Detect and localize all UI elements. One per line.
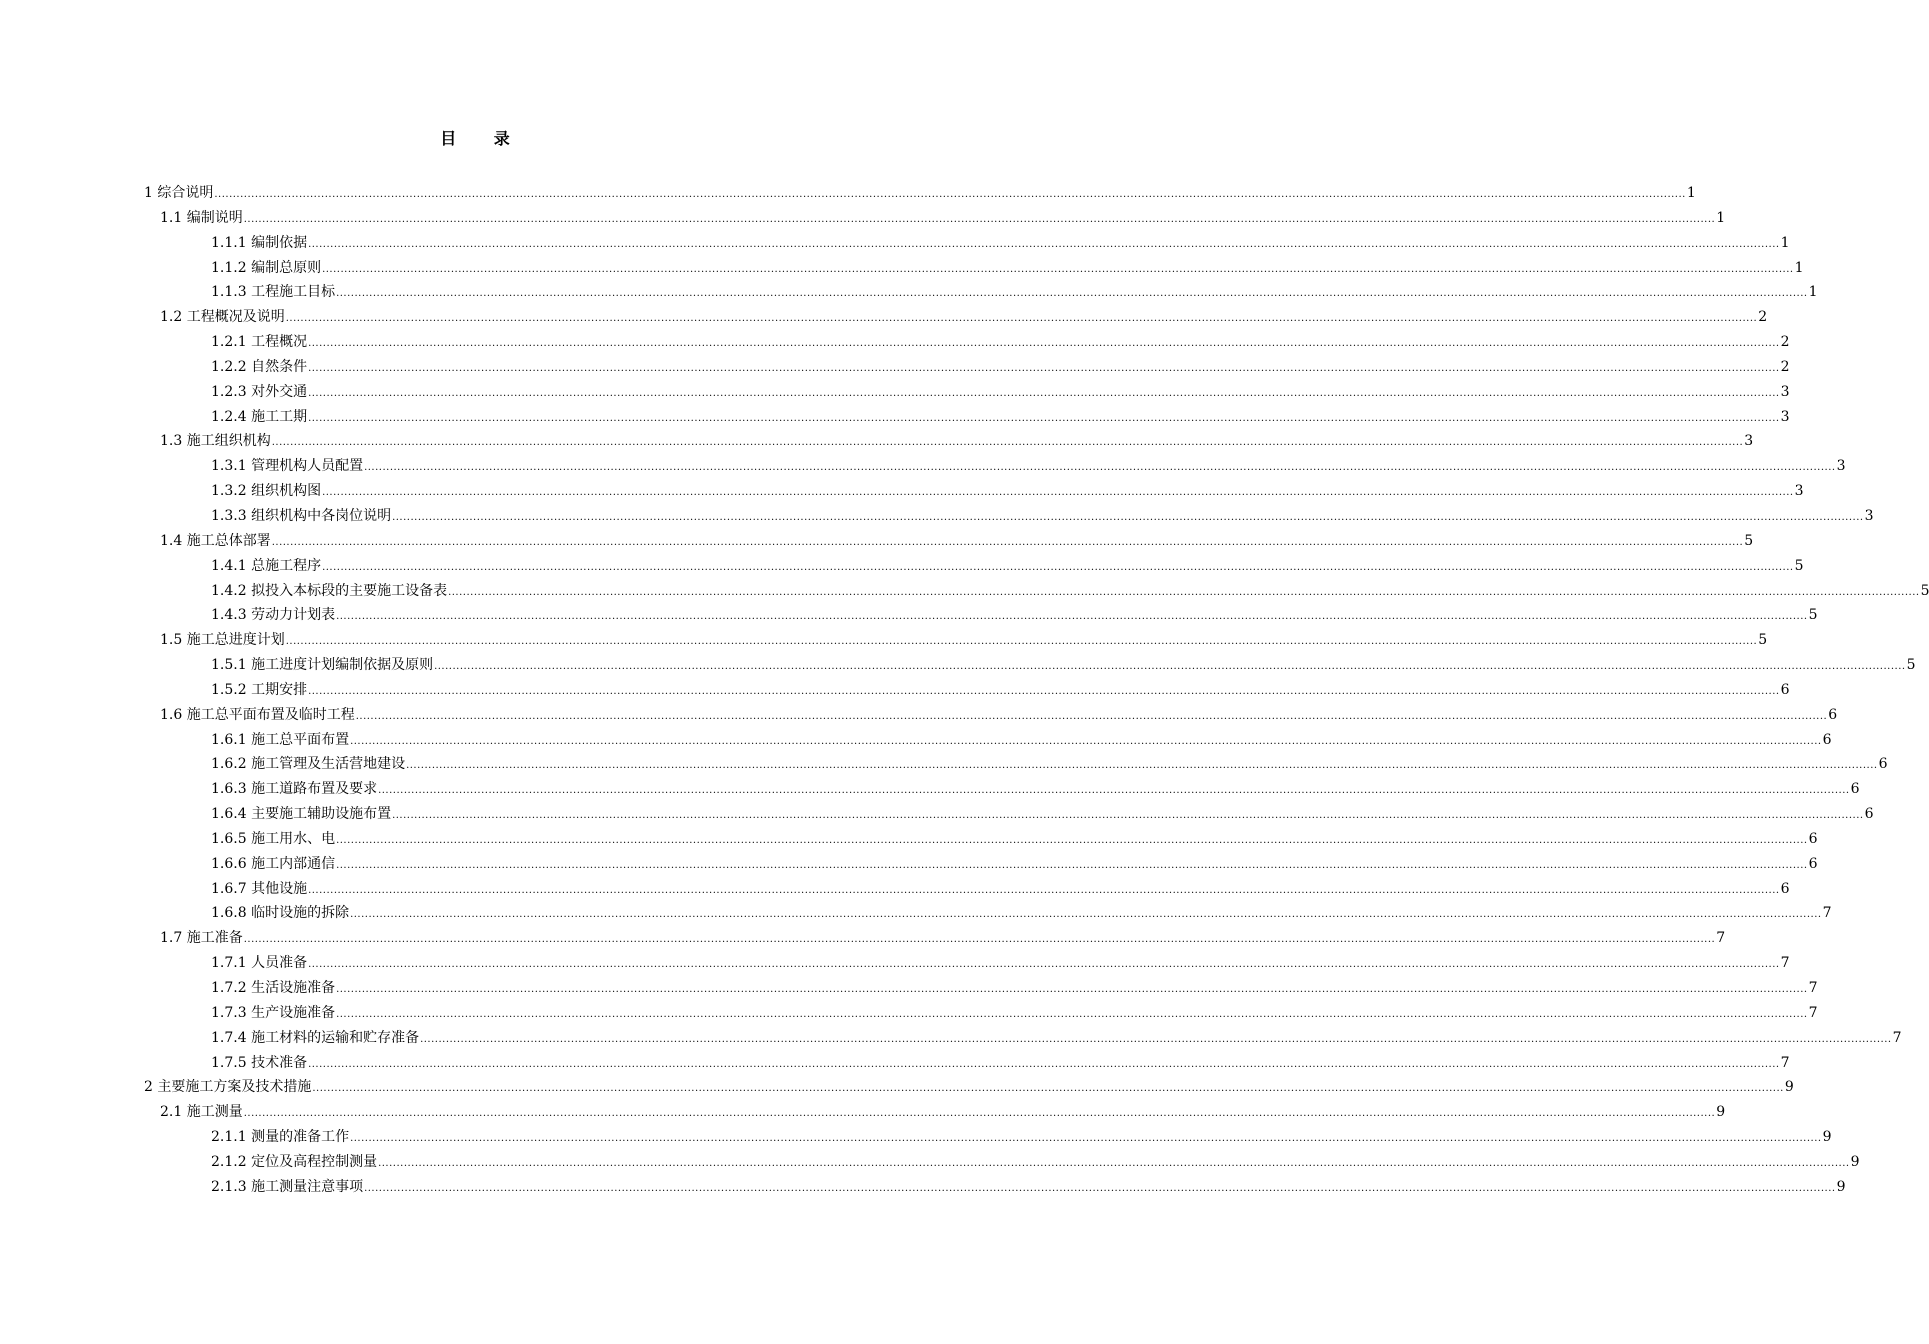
toc-entry[interactable] bbox=[144, 305, 1768, 330]
toc-dot-leader: ................................................................................................................................................................................................................................................................................................................................................................................................................ bbox=[308, 1058, 1780, 1070]
toc-dot-leader: ................................................................................................................................................................................................................................................................................................................................................................................................................ bbox=[308, 238, 1780, 250]
toc-dot-leader: ................................................................................................................................................................................................................................................................................................................................................................................................................ bbox=[308, 387, 1780, 399]
toc-page-number: 1 bbox=[1794, 259, 1804, 276]
toc-dot-leader: ................................................................................................................................................................................................................................................................................................................................................................................................................ bbox=[378, 1157, 1850, 1169]
toc-dot-leader: ................................................................................................................................................................................................................................................................................................................................................................................................................ bbox=[336, 834, 1808, 846]
toc-entry[interactable] bbox=[144, 901, 1832, 926]
toc-entry-text: 2.1.3 施工测量注意事项 bbox=[211, 1178, 364, 1195]
toc-dot-leader: ................................................................................................................................................................................................................................................................................................................................................................................................................ bbox=[285, 636, 1758, 648]
toc-page-number: 1 bbox=[1808, 284, 1818, 301]
toc-entry[interactable] bbox=[144, 355, 1790, 380]
toc-dot-leader: ................................................................................................................................................................................................................................................................................................................................................................................................................ bbox=[406, 760, 1878, 772]
toc-page-number: 6 bbox=[1822, 731, 1832, 748]
toc-entry-text: 1.6.5 施工用水、电 bbox=[211, 830, 336, 847]
toc-entry[interactable] bbox=[144, 802, 1874, 827]
toc-entry[interactable] bbox=[144, 1001, 1818, 1026]
toc-entry-text: 1.4 施工总体部署 bbox=[160, 532, 271, 549]
toc-entry-text: 1.4.1 总施工程序 bbox=[211, 557, 322, 574]
toc-entry-text: 1.6.8 临时设施的拆除 bbox=[211, 905, 350, 922]
toc-dot-leader: ................................................................................................................................................................................................................................................................................................................................................................................................................ bbox=[364, 462, 1836, 474]
toc-dot-leader: ................................................................................................................................................................................................................................................................................................................................................................................................................ bbox=[243, 213, 1716, 225]
toc-page-number: 9 bbox=[1836, 1178, 1846, 1195]
toc-dot-leader: ................................................................................................................................................................................................................................................................................................................................................................................................................ bbox=[336, 859, 1808, 871]
toc-entry-text: 1.6.4 主要施工辅助设施布置 bbox=[211, 806, 392, 823]
toc-entry[interactable] bbox=[144, 479, 1804, 504]
toc-entry-text: 1.2.2 自然条件 bbox=[211, 358, 308, 375]
toc-entry-text: 1.1.2 编制总原则 bbox=[211, 259, 322, 276]
toc-entry[interactable] bbox=[144, 827, 1818, 852]
toc-entry[interactable] bbox=[144, 231, 1790, 256]
toc-dot-leader: ................................................................................................................................................................................................................................................................................................................................................................................................................ bbox=[243, 1108, 1716, 1120]
toc-entry-text: 1.5 施工总进度计划 bbox=[160, 632, 285, 649]
toc-dot-leader: ................................................................................................................................................................................................................................................................................................................................................................................................................ bbox=[308, 412, 1780, 424]
toc-entry-text: 1.7.2 生活设施准备 bbox=[211, 980, 336, 996]
toc-entry[interactable] bbox=[144, 454, 1846, 479]
toc-page-number: 7 bbox=[1822, 905, 1832, 922]
toc-entry-text: 1.5.2 工期安排 bbox=[211, 681, 308, 698]
toc-page-number: 6 bbox=[1878, 756, 1888, 773]
toc-page-number: 6 bbox=[1780, 681, 1790, 698]
toc-entry[interactable] bbox=[144, 628, 1768, 653]
toc-dot-leader: ................................................................................................................................................................................................................................................................................................................................................................................................................ bbox=[214, 189, 1686, 200]
toc-entry-text: 1.7 施工准备 bbox=[160, 930, 243, 947]
toc-dot-leader: ................................................................................................................................................................................................................................................................................................................................................................................................................ bbox=[285, 313, 1758, 325]
toc-entry-text: 1.6.7 其他设施 bbox=[211, 880, 308, 897]
toc-entry-text: 1.7.5 技术准备 bbox=[211, 1054, 308, 1071]
toc-entry[interactable] bbox=[144, 951, 1790, 976]
toc-dot-leader: ................................................................................................................................................................................................................................................................................................................................................................................................................ bbox=[336, 611, 1808, 623]
toc-entry[interactable] bbox=[144, 256, 1804, 281]
toc-dot-leader: ................................................................................................................................................................................................................................................................................................................................................................................................................ bbox=[336, 984, 1808, 995]
toc-page-number: 5 bbox=[1744, 532, 1754, 549]
toc-dot-leader: ................................................................................................................................................................................................................................................................................................................................................................................................................ bbox=[350, 909, 1822, 921]
toc-entry-text: 1.3.3 组织机构中各岗位说明 bbox=[211, 507, 392, 524]
toc-entry-text: 1.7.1 人员准备 bbox=[211, 955, 308, 972]
toc-entry-text: 1.6 施工总平面布置及临时工程 bbox=[160, 706, 355, 723]
toc-page-number: 1 bbox=[1686, 185, 1696, 201]
toc-page-number: 7 bbox=[1808, 1004, 1818, 1021]
toc-page-number: 9 bbox=[1850, 1153, 1860, 1170]
toc-page-number: 9 bbox=[1822, 1129, 1832, 1146]
toc-entry[interactable] bbox=[144, 653, 1916, 678]
toc-entry[interactable] bbox=[144, 703, 1838, 728]
toc-dot-leader: ................................................................................................................................................................................................................................................................................................................................................................................................................ bbox=[243, 934, 1716, 946]
toc-page-number: 7 bbox=[1780, 1054, 1790, 1071]
toc-entry-text: 2.1 施工测量 bbox=[160, 1104, 243, 1121]
toc-entry[interactable] bbox=[144, 603, 1818, 628]
toc-entry-text: 2.1.1 测量的准备工作 bbox=[211, 1129, 350, 1146]
toc-entry[interactable] bbox=[144, 1100, 1726, 1125]
toc-page-number: 6 bbox=[1808, 830, 1818, 847]
toc-page-number: 7 bbox=[1716, 930, 1726, 947]
toc-page-number: 3 bbox=[1836, 458, 1846, 475]
toc-list bbox=[144, 181, 1929, 1200]
toc-entry[interactable] bbox=[144, 181, 1696, 206]
toc-dot-leader: ................................................................................................................................................................................................................................................................................................................................................................................................................ bbox=[336, 1008, 1808, 1020]
toc-page-number: 9 bbox=[1784, 1079, 1794, 1096]
toc-entry[interactable] bbox=[144, 852, 1818, 877]
toc-entry-text: 1.6.2 施工管理及生活营地建设 bbox=[211, 756, 406, 773]
toc-page-number: 7 bbox=[1780, 955, 1790, 972]
toc-dot-leader: ................................................................................................................................................................................................................................................................................................................................................................................................................ bbox=[350, 1133, 1822, 1145]
toc-entry[interactable] bbox=[144, 976, 1818, 1001]
toc-entry-text: 1.5.1 施工进度计划编制依据及原则 bbox=[211, 657, 434, 674]
toc-dot-leader: ................................................................................................................................................................................................................................................................................................................................................................................................................ bbox=[322, 561, 1794, 573]
toc-page-number: 6 bbox=[1780, 880, 1790, 897]
toc-entry[interactable] bbox=[144, 752, 1888, 777]
toc-dot-leader: ................................................................................................................................................................................................................................................................................................................................................................................................................ bbox=[420, 1033, 1892, 1045]
toc-page-number: 6 bbox=[1808, 855, 1818, 872]
toc-entry[interactable] bbox=[144, 554, 1804, 579]
toc-page-number: 7 bbox=[1808, 980, 1818, 996]
toc-page-number: 2 bbox=[1758, 309, 1768, 326]
toc-entry-text: 1.3.2 组织机构图 bbox=[211, 483, 322, 500]
toc-page-number: 3 bbox=[1780, 408, 1790, 425]
toc-dot-leader: ................................................................................................................................................................................................................................................................................................................................................................................................................ bbox=[308, 884, 1780, 896]
toc-page-number: 3 bbox=[1864, 507, 1874, 524]
toc-entry[interactable] bbox=[144, 1150, 1860, 1175]
toc-dot-leader: ................................................................................................................................................................................................................................................................................................................................................................................................................ bbox=[308, 362, 1780, 374]
toc-page-number: 3 bbox=[1780, 383, 1790, 400]
toc-entry-text: 1.1 编制说明 bbox=[160, 209, 243, 226]
toc-entry[interactable] bbox=[144, 1051, 1790, 1076]
toc-entry[interactable] bbox=[144, 429, 1754, 454]
toc-entry[interactable] bbox=[144, 579, 1929, 604]
toc-dot-leader: ................................................................................................................................................................................................................................................................................................................................................................................................................ bbox=[322, 487, 1794, 499]
toc-dot-leader: ................................................................................................................................................................................................................................................................................................................................................................................................................ bbox=[308, 685, 1780, 697]
toc-entry[interactable] bbox=[144, 1075, 1794, 1100]
toc-entry[interactable] bbox=[144, 1125, 1832, 1150]
toc-page-number: 6 bbox=[1864, 806, 1874, 823]
toc-entry-text: 1.3.1 管理机构人员配置 bbox=[211, 458, 364, 475]
toc-entry-text: 1.2.1 工程概况 bbox=[211, 334, 308, 351]
toc-dot-leader: ................................................................................................................................................................................................................................................................................................................................................................................................................ bbox=[312, 1083, 1784, 1095]
toc-page-number: 5 bbox=[1808, 607, 1818, 624]
toc-entry-text: 1.6.6 施工内部通信 bbox=[211, 855, 336, 872]
toc-page-number: 9 bbox=[1716, 1104, 1726, 1121]
toc-entry-text: 1.1.1 编制依据 bbox=[211, 234, 308, 251]
toc-entry[interactable] bbox=[144, 504, 1874, 529]
toc-dot-leader: ................................................................................................................................................................................................................................................................................................................................................................................................................ bbox=[355, 710, 1828, 722]
toc-dot-leader: ................................................................................................................................................................................................................................................................................................................................................................................................................ bbox=[364, 1182, 1836, 1194]
toc-dot-leader: ................................................................................................................................................................................................................................................................................................................................................................................................................ bbox=[392, 810, 1864, 822]
toc-entry[interactable] bbox=[144, 1175, 1846, 1200]
toc-page-number: 6 bbox=[1828, 706, 1838, 723]
toc-dot-leader: ................................................................................................................................................................................................................................................................................................................................................................................................................ bbox=[322, 263, 1794, 275]
toc-page-number: 6 bbox=[1850, 781, 1860, 798]
toc-entry-text: 1.7.3 生产设施准备 bbox=[211, 1004, 336, 1021]
toc-entry-text: 1.3 施工组织机构 bbox=[160, 433, 271, 450]
toc-entry[interactable] bbox=[144, 728, 1832, 753]
toc-page-number: 5 bbox=[1758, 632, 1768, 649]
toc-entry-text: 2 主要施工方案及技术措施 bbox=[144, 1079, 312, 1096]
toc-entry[interactable] bbox=[144, 926, 1726, 951]
toc-dot-leader: ................................................................................................................................................................................................................................................................................................................................................................................................................ bbox=[378, 785, 1850, 797]
toc-dot-leader: ................................................................................................................................................................................................................................................................................................................................................................................................................ bbox=[271, 437, 1744, 449]
toc-entry-text: 1.7.4 施工材料的运输和贮存准备 bbox=[211, 1029, 420, 1046]
toc-dot-leader: ................................................................................................................................................................................................................................................................................................................................................................................................................ bbox=[392, 511, 1864, 523]
toc-dot-leader: ................................................................................................................................................................................................................................................................................................................................................................................................................ bbox=[434, 661, 1906, 673]
toc-dot-leader: ................................................................................................................................................................................................................................................................................................................................................................................................................ bbox=[350, 735, 1822, 747]
toc-entry-text: 1.2.3 对外交通 bbox=[211, 383, 308, 400]
toc-dot-leader: ................................................................................................................................................................................................................................................................................................................................................................................................................ bbox=[448, 586, 1920, 598]
toc-entry[interactable] bbox=[144, 877, 1790, 902]
toc-entry[interactable] bbox=[144, 1026, 1902, 1051]
toc-dot-leader: ................................................................................................................................................................................................................................................................................................................................................................................................................ bbox=[308, 338, 1780, 350]
toc-page-number: 1 bbox=[1780, 234, 1790, 251]
toc-entry[interactable] bbox=[144, 330, 1790, 355]
toc-entry-text: 1.2 工程概况及说明 bbox=[160, 309, 285, 326]
toc-page-number: 2 bbox=[1780, 358, 1790, 375]
toc-entry-text: 1.6.3 施工道路布置及要求 bbox=[211, 781, 378, 798]
toc-entry-text: 1 综合说明 bbox=[144, 185, 214, 201]
toc-page-number: 5 bbox=[1906, 657, 1916, 674]
toc-entry-text: 1.4.2 拟投入本标段的主要施工设备表 bbox=[211, 582, 448, 599]
toc-page-number: 2 bbox=[1780, 334, 1790, 351]
toc-entry[interactable] bbox=[144, 280, 1818, 305]
toc-entry-text: 1.6.1 施工总平面布置 bbox=[211, 731, 350, 748]
toc-entry[interactable] bbox=[144, 380, 1790, 405]
toc-page-number: 3 bbox=[1794, 483, 1804, 500]
toc-entry[interactable] bbox=[144, 529, 1754, 554]
toc-entry[interactable] bbox=[144, 405, 1790, 430]
toc-page-number: 7 bbox=[1892, 1029, 1902, 1046]
toc-page-number: 5 bbox=[1920, 582, 1929, 599]
toc-entry[interactable] bbox=[144, 777, 1860, 802]
toc-entry-text: 1.2.4 施工工期 bbox=[211, 408, 308, 425]
toc-entry-text: 2.1.2 定位及高程控制测量 bbox=[211, 1153, 378, 1170]
toc-entry-text: 1.4.3 劳动力计划表 bbox=[211, 607, 336, 624]
toc-dot-leader: ................................................................................................................................................................................................................................................................................................................................................................................................................ bbox=[336, 288, 1808, 300]
toc-entry[interactable] bbox=[144, 206, 1726, 231]
toc-entry[interactable] bbox=[144, 678, 1790, 703]
toc-entry-text: 1.1.3 工程施工目标 bbox=[211, 284, 336, 301]
toc-dot-leader: ................................................................................................................................................................................................................................................................................................................................................................................................................ bbox=[308, 959, 1780, 971]
toc-page-number: 1 bbox=[1716, 209, 1726, 226]
toc-page-number: 3 bbox=[1744, 433, 1754, 450]
toc-title: 目 录 bbox=[440, 129, 526, 148]
toc-dot-leader: ................................................................................................................................................................................................................................................................................................................................................................................................................ bbox=[271, 536, 1744, 548]
toc-page-number: 5 bbox=[1794, 557, 1804, 574]
